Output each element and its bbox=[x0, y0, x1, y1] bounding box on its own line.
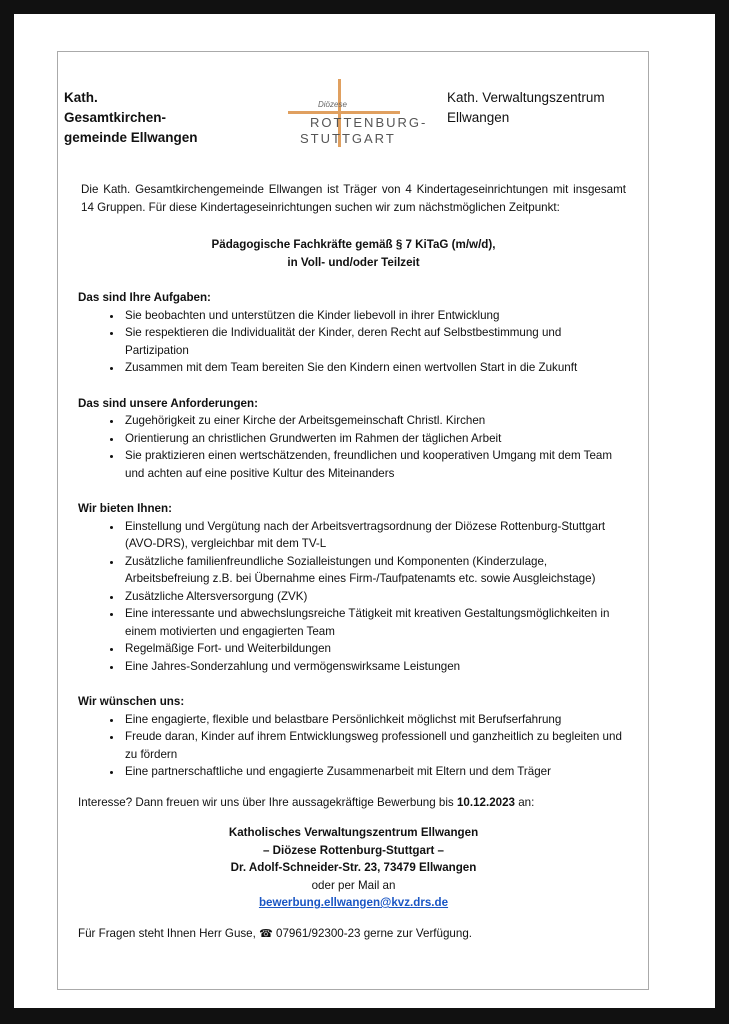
list-item: • Zusätzliche Altersversorgung (ZVK) bbox=[123, 588, 626, 606]
interest-suffix: an: bbox=[518, 795, 535, 809]
intro-paragraph: Die Kath. Gesamtkirchengemeinde Ellwangen ist Träger von 4 Kindertageseinrichtungen mit insgesamt 14 Gruppen. Für diese Kindertageseinrichtungen suchen wir zum nächstmöglichen Zeitpunkt: bbox=[81, 183, 626, 214]
address-line: oder per Mail an bbox=[311, 878, 396, 892]
list-item: • Zugehörigkeit zu einer Kirche der Arbeitsgemeinschaft Christl. Kirchen bbox=[123, 412, 626, 430]
list-item: • Eine Jahres-Sonderzahlung und vermögenswirksame Leistungen bbox=[123, 658, 626, 676]
list-item: • Eine interessante und abwechslungsreiche Tätigkeit mit kreativen Gestaltungsmöglichkeiten in einem motivierten und engagierten Team bbox=[123, 605, 626, 640]
section-heading-wishes: Wir wünschen uns: bbox=[78, 695, 185, 708]
address-line: – Diözese Rottenburg-Stuttgart – bbox=[263, 843, 444, 857]
job-posting-document bbox=[57, 51, 649, 990]
list-item: • Freude daran, Kinder auf ihrem Entwicklungsweg professionell und ganzheitlich zu begleiten und zu fördern bbox=[123, 728, 626, 763]
list-item: • Sie praktizieren einen wertschätzenden, freundlichen und kooperativen Umgang mit dem Team und achten auf eine positive Kultur des Miteinanders bbox=[123, 447, 626, 482]
application-deadline-text bbox=[78, 794, 626, 812]
application-address bbox=[81, 824, 626, 912]
issuer-line: Kath. bbox=[64, 90, 98, 105]
footer-text: Für Fragen steht Ihnen Herr Guse, bbox=[78, 926, 256, 940]
page-background bbox=[14, 14, 715, 1008]
job-title-line-1: Pädagogische Fachkräfte gemäß § 7 KiTaG (m/w/d), bbox=[211, 238, 496, 251]
phone-icon: ☎ bbox=[259, 927, 273, 940]
email-link[interactable]: bewerbung.ellwangen@kvz.drs.de bbox=[258, 896, 449, 909]
logo-line-2: STUTTGART bbox=[300, 131, 396, 146]
list-item: • Zusätzliche familienfreundliche Sozialleistungen und Komponenten (Kinderzulage, Arbeitsbefreiung z.B. bei Übernahme eines Firm-/Taufpatenamts etc. sowie Ausgleichstage) bbox=[123, 553, 626, 588]
list-item: • Regelmäßige Fort- und Weiterbildungen bbox=[123, 640, 626, 658]
contact-footer bbox=[78, 925, 626, 944]
list-item: • Sie respektieren die Individualität der Kinder, deren Recht auf Selbstbestimmung und Partizipation bbox=[123, 324, 626, 359]
list-item: • Eine engagierte, flexible und belastbare Persönlichkeit möglichst mit Berufserfahrung bbox=[123, 711, 626, 729]
issuer-line: Gesamtkirchen- bbox=[64, 110, 167, 125]
issuer-name bbox=[64, 88, 198, 148]
address-line: Dr. Adolf-Schneider-Str. 23, 73479 Ellwangen bbox=[230, 861, 477, 874]
deadline-date: 10.12.2023 bbox=[456, 795, 515, 809]
section-heading-offer: Wir bieten Ihnen: bbox=[78, 502, 172, 515]
requirements-list bbox=[81, 412, 626, 482]
job-title bbox=[81, 236, 626, 271]
list-item: • Zusammen mit dem Team bereiten Sie den Kindern einen wertvollen Start in die Zukunft bbox=[123, 359, 626, 377]
section-heading-tasks: Das sind Ihre Aufgaben: bbox=[78, 291, 211, 304]
job-title-line-2: in Voll- und/oder Teilzeit bbox=[287, 255, 420, 269]
list-item: • Sie beobachten und unterstützen die Kinder liebevoll in ihrer Entwicklung bbox=[123, 307, 626, 325]
offer-list bbox=[81, 518, 626, 676]
administration-line: Ellwangen bbox=[447, 110, 510, 125]
logo-line-1: ROTTENBURG- bbox=[310, 115, 428, 130]
address-line: Katholisches Verwaltungszentrum Ellwangen bbox=[228, 826, 479, 839]
phone-number-text: 07961/92300-23 gerne zur Verfügung. bbox=[276, 926, 472, 940]
tasks-list bbox=[81, 307, 626, 377]
issuer-line: gemeinde Ellwangen bbox=[64, 130, 198, 145]
list-item: • Eine partnerschaftliche und engagierte Zusammenarbeit mit Eltern und dem Träger bbox=[123, 763, 626, 781]
logo-small-text: Diözese bbox=[318, 100, 347, 109]
section-heading-requirements: Das sind unsere Anforderungen: bbox=[78, 396, 258, 410]
list-item: • Orientierung an christlichen Grundwerten im Rahmen der täglichen Arbeit bbox=[123, 430, 626, 448]
posting-body bbox=[78, 181, 626, 943]
list-item: • Einstellung und Vergütung nach der Arbeitsvertragsordnung der Diözese Rottenburg-Stuttgart (AVO-DRS), vergleichbar mit dem TV-L bbox=[123, 518, 626, 553]
wishes-list bbox=[81, 711, 626, 781]
administration-name bbox=[447, 88, 605, 128]
interest-text: Interesse? Dann freuen wir uns über Ihre aussagekräftige Bewerbung bis bbox=[78, 795, 454, 809]
dioezese-logo bbox=[280, 77, 428, 149]
administration-line: Kath. Verwaltungszentrum bbox=[447, 90, 605, 105]
